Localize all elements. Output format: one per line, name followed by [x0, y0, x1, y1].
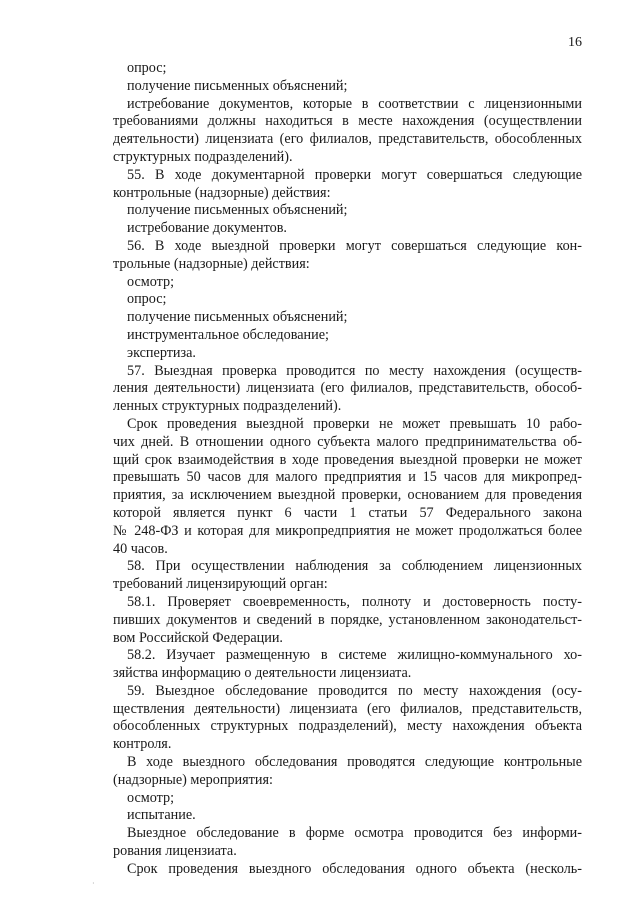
text-line: вом Российской Федерации.	[113, 629, 283, 646]
text-line: 59. Выездное обследование проводится по месту нахождения (осу-	[127, 682, 582, 699]
text-line: трольные (надзорные) действия:	[113, 255, 310, 272]
text-line: Срок проведения выездной проверки не может превышать 10 рабо-	[127, 415, 582, 432]
text-line: 55. В ходе документарной проверки могут совершаться следующие	[127, 166, 582, 183]
text-line: которой является пункт 6 части 1 статьи 57 Федерального закона	[113, 504, 582, 521]
text-line: деятельности) лицензиата (его филиалов, представительств, обособленных	[113, 131, 582, 148]
text-line: 56. В ходе выездной проверки могут совершаться следующие кон-	[127, 237, 582, 254]
page-number: 16	[568, 35, 582, 50]
text-line: приятия, за исключением выездной проверки, основанием для проведения	[113, 487, 582, 504]
text-line: щий срок взаимодействия в ходе проведения выездной проверки не может	[113, 451, 582, 468]
text-line: чих дней. В отношении одного субъекта малого предпринимательства об-	[113, 433, 582, 450]
text-line: осмотр;	[127, 273, 175, 290]
text-line: № 248-ФЗ и которая для микропредприятия не может продолжаться более	[113, 522, 582, 539]
text-line: Срок проведения выездного обследования одного объекта (несколь-	[127, 860, 582, 877]
text-line: обособленных структурных подразделений), месту нахождения объекта	[113, 718, 582, 735]
text-line: 58.1. Проверяет своевременность, полноту и достоверность посту-	[127, 593, 582, 610]
text-line: зяйства информацию о деятельности лицензиата.	[113, 665, 412, 682]
text-line: истребование документов.	[127, 220, 287, 237]
scan-mark: ·	[92, 879, 95, 888]
text-line: 57. Выездная проверка проводится по месту нахождения (осуществ-	[127, 362, 582, 379]
text-line: истребование документов, которые в соответствии с лицензионными	[127, 95, 582, 112]
text-line: требований лицензирующий орган:	[113, 576, 328, 593]
text-line: Выездное обследование в форме осмотра проводится без информи-	[127, 825, 582, 842]
text-line: ществления деятельности) лицензиата (его филиалов, представительств,	[113, 700, 582, 717]
text-line: опрос;	[127, 60, 167, 76]
text-line: ления деятельности) лицензиата (его филиалов, представительств, обособ-	[113, 380, 582, 397]
text-line: (надзорные) мероприятия:	[113, 771, 273, 788]
text-line: превышать 50 часов для малого предприятия и 15 часов для микропред-	[113, 469, 582, 486]
text-line: инструментальное обследование;	[127, 326, 329, 343]
text-line: требованиями должны находиться в месте нахождения (осуществлении	[113, 113, 582, 130]
text-line: получение письменных объяснений;	[127, 202, 348, 219]
text-line: опрос;	[127, 291, 167, 308]
text-line: 58.2. Изучает размещенную в системе жилищно-коммунального хо-	[127, 647, 582, 664]
document-body	[113, 60, 582, 879]
text-line: экспертиза.	[127, 344, 196, 361]
text-line: пивших документов и сведений в порядке, установленном законодательст-	[113, 611, 582, 628]
text-line: испытание.	[127, 807, 196, 824]
text-line: контроля.	[113, 736, 172, 753]
text-line: получение письменных объяснений;	[127, 309, 348, 326]
text-line: 58. При осуществлении наблюдения за соблюдением лицензионных	[127, 558, 582, 575]
text-line: В ходе выездного обследования проводятся следующие контрольные	[127, 754, 582, 771]
text-line: контрольные (надзорные) действия:	[113, 184, 331, 201]
text-line: структурных подразделений).	[113, 148, 293, 165]
text-line: рования лицензиата.	[113, 843, 237, 860]
text-line: получение письменных объяснений;	[127, 77, 348, 94]
text-line: ленных структурных подразделений).	[113, 398, 342, 415]
text-line: 40 часов.	[113, 540, 168, 557]
text-line: осмотр;	[127, 789, 175, 806]
